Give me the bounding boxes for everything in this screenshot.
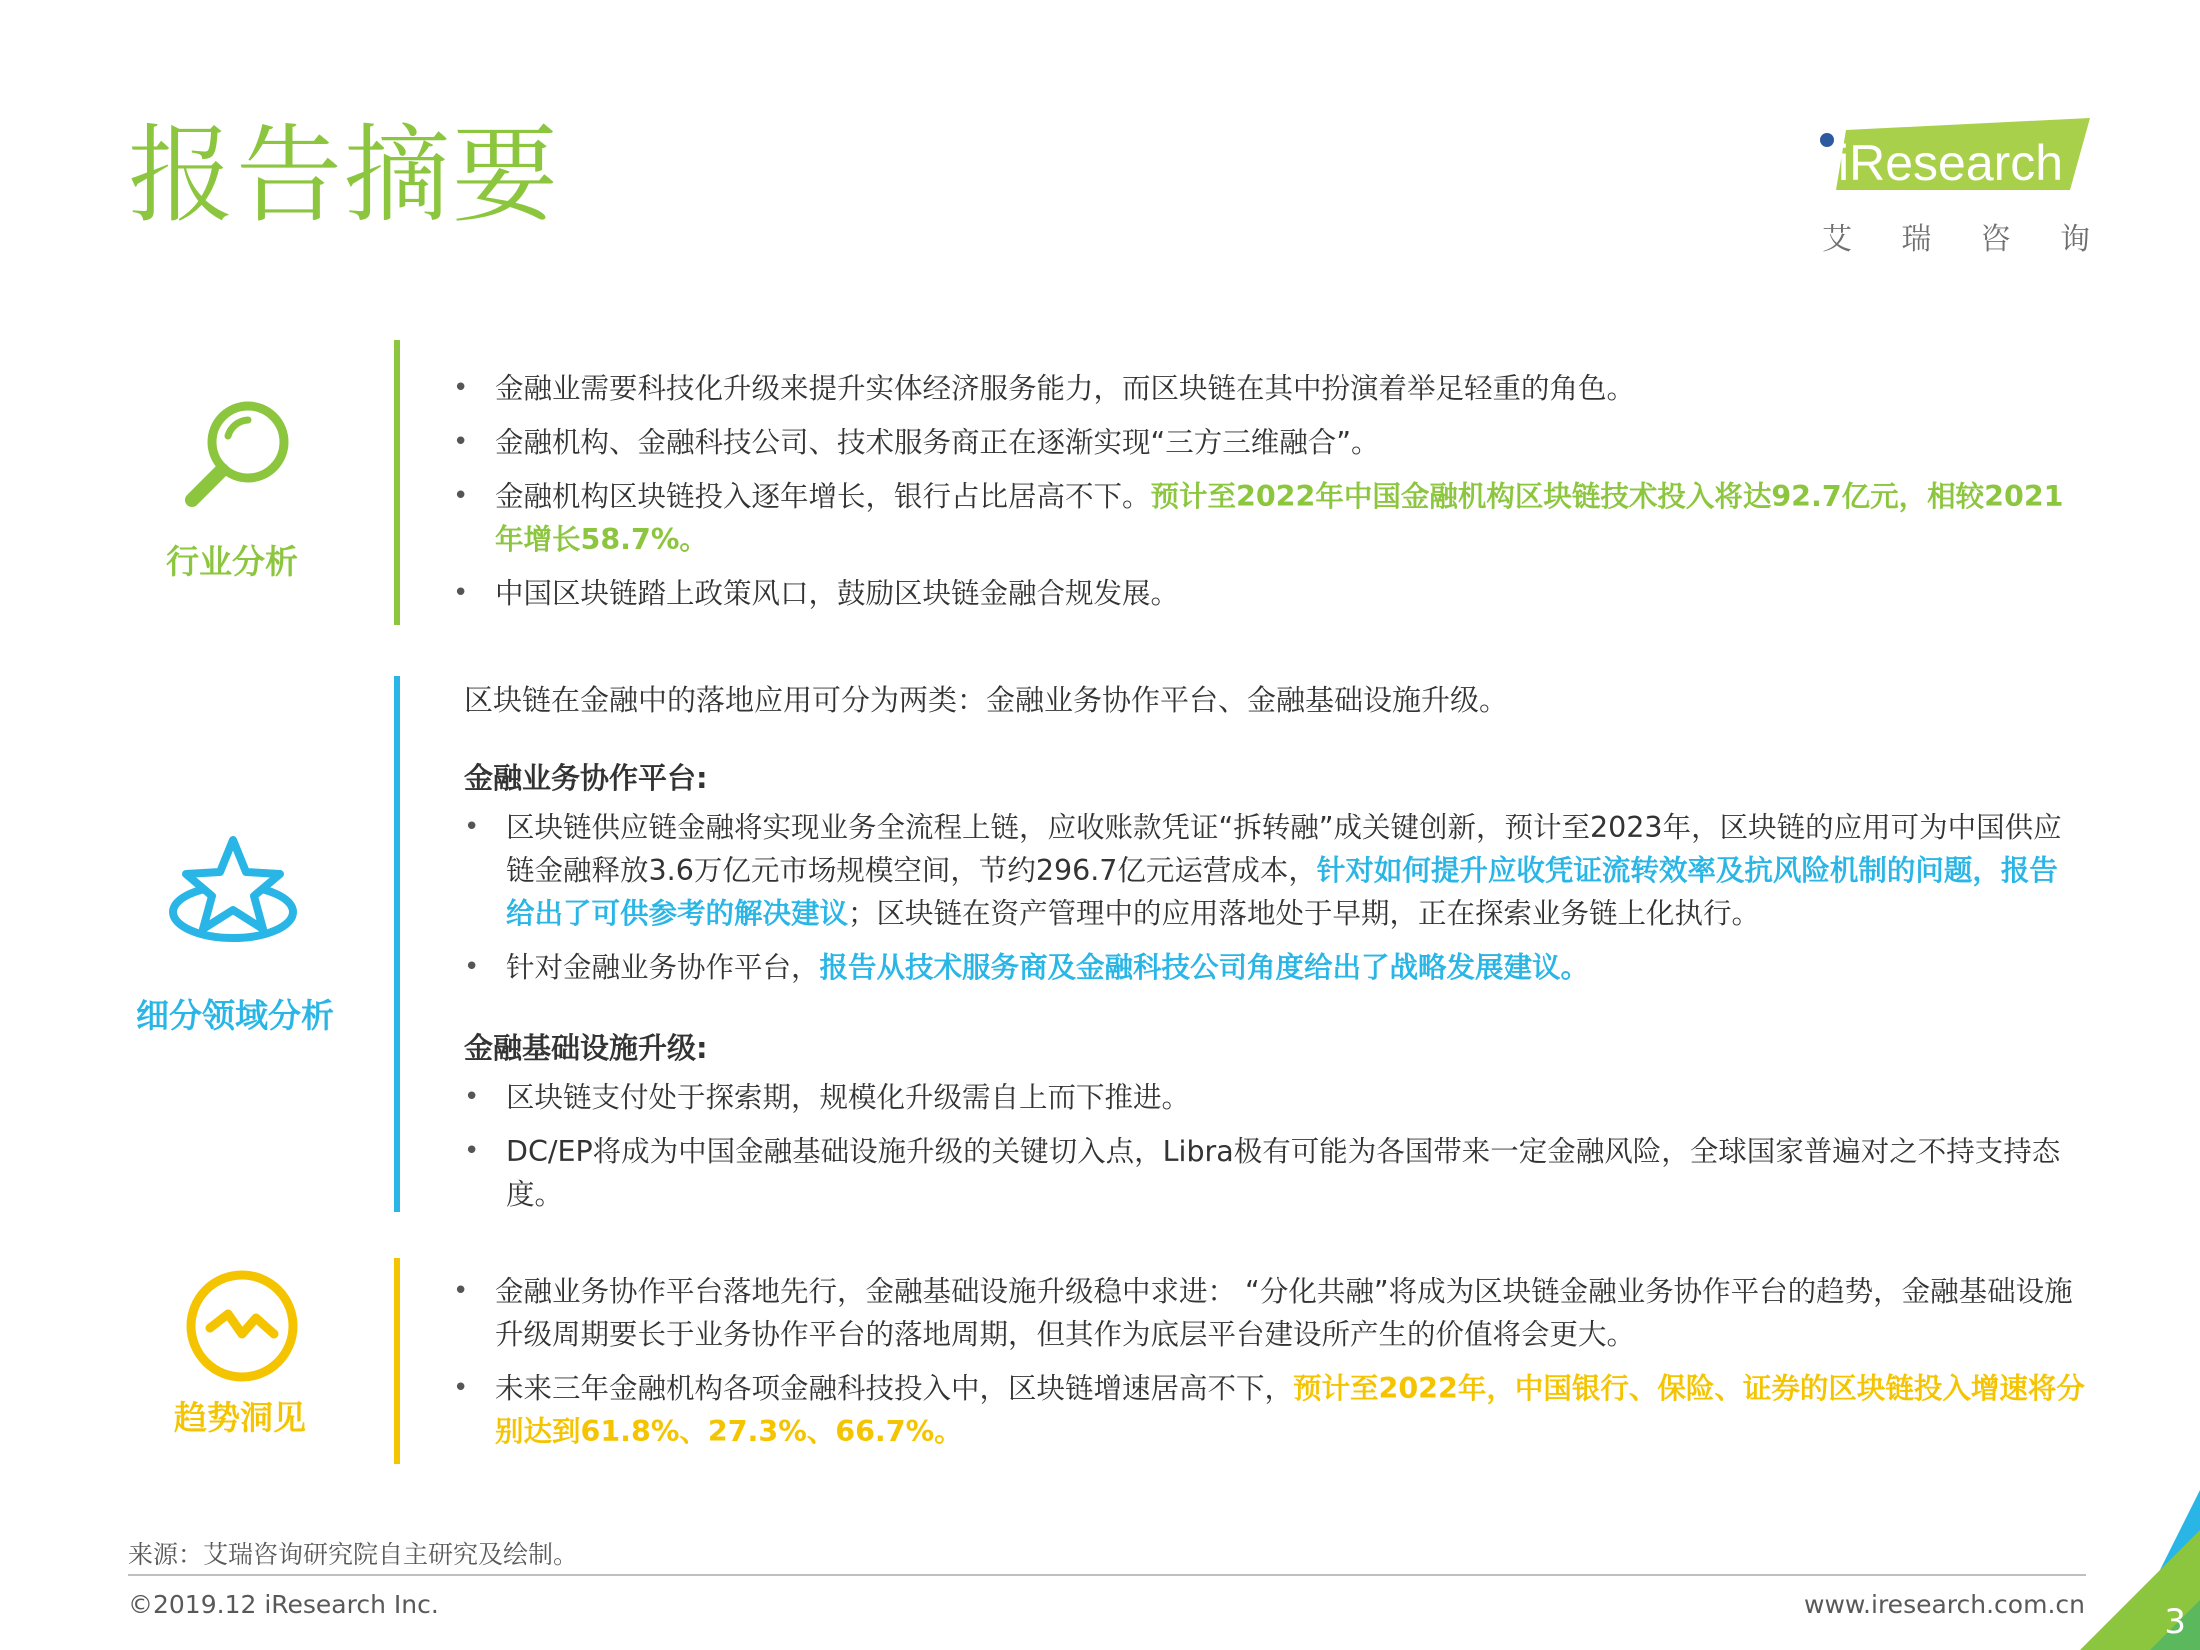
logo-subtitle bbox=[1818, 214, 2090, 258]
list-item bbox=[495, 421, 2085, 464]
bullet-text: 金融机构区块链投入逐年增长，银行占比居高不下。 bbox=[495, 480, 1151, 513]
business-platform-bullets bbox=[506, 806, 2086, 1000]
logo-wordmark-text: iResearch bbox=[1838, 135, 2064, 191]
bullet-text: 针对金融业务协作平台， bbox=[506, 951, 820, 984]
website-link[interactable]: www.iresearch.com.cn bbox=[1804, 1590, 2085, 1619]
bullet-text: 中国区块链踏上政策风口，鼓励区块链金融合规发展。 bbox=[495, 577, 1180, 610]
bullet-text: 金融机构、金融科技公司、技术服务商正在逐渐实现“三方三维融合”。 bbox=[495, 426, 1380, 459]
logo-char: 询 bbox=[2059, 222, 2090, 257]
subheading-business-platform: 金融业务协作平台: bbox=[464, 761, 708, 795]
bullet-highlight: 针对如何提升应收凭证流转效率及抗风险机制的问题，报告给出了可供参考的解决建议 bbox=[506, 854, 2058, 930]
star-icon bbox=[168, 834, 298, 946]
industry-label: 行业分析 bbox=[166, 542, 298, 581]
list-item bbox=[495, 1270, 2085, 1356]
bullet-highlight: 预计至2022年，中国银行、保险、证券的区块链投入增速将分别达到61.8%、27.3%、66.7%。 bbox=[495, 1372, 2085, 1448]
bullet-text: DC/EP将成为中国金融基础设施升级的关键切入点，Libra极有可能为各国带来一定金融风险，全球国家普遍对之不持支持态度。 bbox=[506, 1135, 2061, 1211]
trend-line-icon bbox=[184, 1268, 300, 1384]
iresearch-logo bbox=[1818, 118, 2090, 257]
list-item bbox=[506, 806, 2086, 935]
logo-char: 咨 bbox=[1980, 222, 2011, 257]
bullet-text: ；区块链在资产管理中的应用落地处于早期，正在探索业务链上化执行。 bbox=[848, 897, 1761, 930]
list-item bbox=[506, 1076, 2086, 1119]
infrastructure-bullets bbox=[506, 1076, 2086, 1227]
trend-divider bbox=[394, 1258, 400, 1464]
page-number: 3 bbox=[2164, 1602, 2186, 1642]
industry-divider bbox=[394, 340, 400, 625]
footer-divider bbox=[128, 1574, 2086, 1576]
bullet-highlight: 预计至2022年中国金融机构区块链技术投入将达92.7亿元，相较2021年增长58.7%。 bbox=[495, 480, 2064, 556]
bullet-text: 金融业需要科技化升级来提升实体经济服务能力，而区块链在其中扮演着举足轻重的角色。 bbox=[495, 372, 1636, 405]
page-title: 报告摘要 bbox=[128, 114, 560, 237]
trend-label: 趋势洞见 bbox=[174, 1398, 306, 1437]
list-item bbox=[506, 946, 2086, 989]
copyright: ©2019.12 iResearch Inc. bbox=[128, 1590, 439, 1619]
list-item bbox=[495, 367, 2085, 410]
bullet-text: 未来三年金融机构各项金融科技投入中，区块链增速居高不下， bbox=[495, 1372, 1294, 1405]
list-item bbox=[495, 1367, 2085, 1453]
bullet-highlight: 报告从技术服务商及金融科技公司角度给出了战略发展建议。 bbox=[819, 951, 1590, 984]
list-item bbox=[495, 572, 2085, 615]
industry-bullets bbox=[495, 367, 2085, 626]
logo-char: 瑞 bbox=[1901, 222, 1932, 257]
segment-intro: 区块链在金融中的落地应用可分为两类：金融业务协作平台、金融基础设施升级。 bbox=[464, 683, 1509, 717]
trend-bullets bbox=[495, 1270, 2085, 1464]
bullet-text: 金融业务协作平台落地先行，金融基础设施升级稳中求进： “分化共融”将成为区块链金融业务协作平台的趋势，金融基础设施升级周期要长于业务协作平台的落地周期，但其作为底层平台建设所产生的价值将会更大。 bbox=[495, 1275, 2073, 1351]
list-item bbox=[506, 1130, 2086, 1216]
magnifier-icon bbox=[176, 396, 296, 516]
segment-label: 细分领域分析 bbox=[136, 996, 334, 1035]
bullet-text: 区块链供应链金融将实现业务全流程上链，应收账款凭证“拆转融”成关键创新，预计至2023年，区块链的应用可为中国供应链金融释放3.6万亿元市场规模空间，节约296.7亿元运营成本， bbox=[506, 811, 2062, 887]
iresearch-wordmark-icon bbox=[1818, 118, 2090, 198]
logo-char: 艾 bbox=[1822, 222, 1852, 257]
bullet-text: 区块链支付处于探索期，规模化升级需自上而下推进。 bbox=[506, 1081, 1191, 1114]
source-note: 来源：艾瑞咨询研究院自主研究及绘制。 bbox=[128, 1540, 579, 1569]
subheading-infrastructure: 金融基础设施升级: bbox=[464, 1031, 708, 1065]
list-item bbox=[495, 475, 2085, 561]
segment-divider bbox=[394, 676, 400, 1212]
